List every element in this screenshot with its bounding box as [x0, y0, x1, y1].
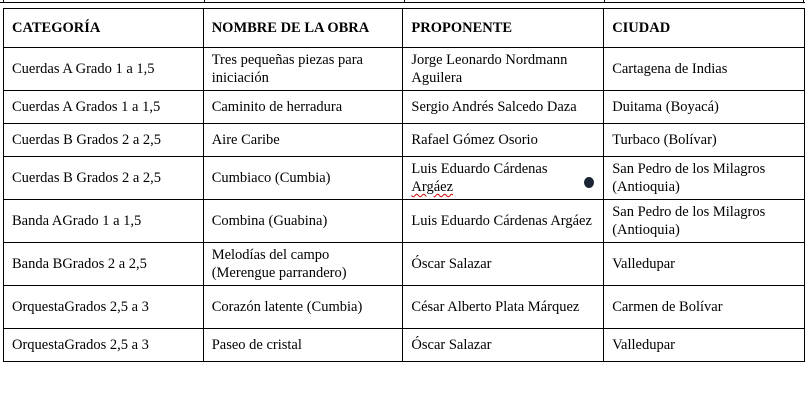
cell-proponente[interactable]: Óscar Salazar — [403, 329, 604, 362]
cell-ciudad[interactable]: Cartagena de Indias — [604, 48, 805, 91]
table-row — [4, 329, 805, 362]
table-row — [4, 286, 805, 329]
cell-obra[interactable]: Cumbiaco (Cumbia) — [203, 157, 403, 200]
works-table — [3, 8, 805, 362]
table-row — [4, 124, 805, 157]
cell-categoria[interactable]: Cuerdas A Grados 1 a 1,5 — [4, 91, 204, 124]
cell-proponente[interactable]: Jorge Leonardo Nordmann Aguilera — [403, 48, 604, 91]
cell-obra[interactable]: Tres pequeñas piezas para iniciación — [203, 48, 403, 91]
header-obra[interactable]: NOMBRE DE LA OBRA — [203, 9, 403, 48]
cell-proponente[interactable]: Rafael Gómez Osorio — [403, 124, 604, 157]
table-row — [4, 91, 805, 124]
cell-categoria[interactable]: Banda AGrado 1 a 1,5 — [4, 200, 204, 243]
header-categoria[interactable]: CATEGORÍA — [4, 9, 204, 48]
spellcheck-flagged-word: Argáez — [411, 179, 454, 195]
cell-categoria[interactable]: Cuerdas B Grados 2 a 2,5 — [4, 124, 204, 157]
previous-table-edge — [0, 0, 805, 3]
cell-obra[interactable]: Corazón latente (Cumbia) — [203, 286, 403, 329]
cell-proponente[interactable] — [403, 157, 604, 200]
cell-categoria[interactable]: Cuerdas A Grado 1 a 1,5 — [4, 48, 204, 91]
cell-ciudad[interactable]: Valledupar — [604, 329, 805, 362]
cell-proponente[interactable]: Sergio Andrés Salcedo Daza — [403, 91, 604, 124]
mouse-cursor-icon — [584, 177, 594, 188]
cell-proponente[interactable]: Óscar Salazar — [403, 243, 604, 286]
table-row — [4, 157, 805, 200]
cell-obra[interactable]: Melodías del campo (Merengue parrandero) — [203, 243, 403, 286]
cell-ciudad[interactable]: Carmen de Bolívar — [604, 286, 805, 329]
cell-proponente[interactable]: César Alberto Plata Márquez — [403, 286, 604, 329]
cell-obra[interactable]: Combina (Guabina) — [203, 200, 403, 243]
cell-ciudad[interactable]: Duitama (Boyacá) — [604, 91, 805, 124]
cell-categoria[interactable]: Cuerdas B Grados 2 a 2,5 — [4, 157, 204, 200]
cell-ciudad[interactable]: Valledupar — [604, 243, 805, 286]
table-row — [4, 200, 805, 243]
cell-categoria[interactable]: OrquestaGrados 2,5 a 3 — [4, 286, 204, 329]
proponente-name-line: Luis Eduardo Cárdenas — [411, 161, 548, 177]
table-row — [4, 243, 805, 286]
table-header-row — [4, 9, 805, 48]
cell-proponente[interactable]: Luis Eduardo Cárdenas Argáez — [403, 200, 604, 243]
cell-obra[interactable]: Paseo de cristal — [203, 329, 403, 362]
cell-obra[interactable]: Caminito de herradura — [203, 91, 403, 124]
cell-obra[interactable]: Aire Caribe — [203, 124, 403, 157]
cell-categoria[interactable]: OrquestaGrados 2,5 a 3 — [4, 329, 204, 362]
table-row — [4, 48, 805, 91]
cell-ciudad[interactable]: San Pedro de los Milagros (Antioquia) — [604, 157, 805, 200]
header-ciudad[interactable]: CIUDAD — [604, 9, 805, 48]
header-proponente[interactable]: PROPONENTE — [403, 9, 604, 48]
cell-ciudad[interactable]: Turbaco (Bolívar) — [604, 124, 805, 157]
cell-categoria[interactable]: Banda BGrados 2 a 2,5 — [4, 243, 204, 286]
cell-ciudad[interactable]: San Pedro de los Milagros (Antioquia) — [604, 200, 805, 243]
